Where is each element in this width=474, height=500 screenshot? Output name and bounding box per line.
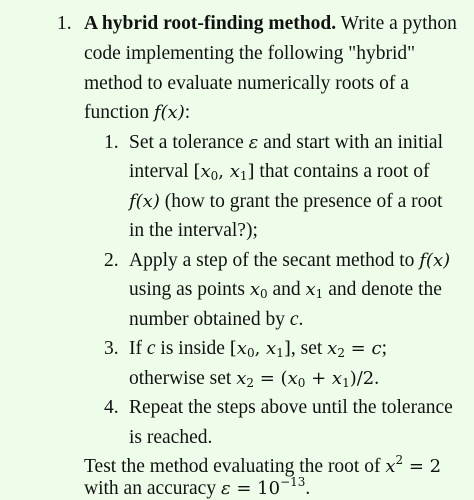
step-1-line-2 — [129, 161, 429, 183]
interval-expression: [$x_0$, $x_1$] — [193, 161, 255, 183]
step-4-number: 4. — [104, 397, 119, 418]
step-2-number: 2. — [104, 250, 119, 271]
item-intro-line-1 — [84, 13, 457, 35]
item-number: 1. — [57, 13, 72, 34]
step-3-number: 3. — [104, 338, 119, 359]
period: . — [374, 368, 380, 389]
step-1-text-a: Set a tolerance — [129, 132, 244, 153]
step-3-text-a: If — [129, 338, 142, 359]
step-1-text-b: and start with an initial — [263, 132, 443, 153]
period: . — [298, 309, 304, 330]
item-intro-line-4 — [84, 102, 190, 124]
function-symbol: f(x) — [419, 250, 451, 271]
item-intro-text-3: method to evaluate numerically roots of a — [84, 73, 409, 94]
step-2-text-a: Apply a step of the secant method to — [129, 250, 415, 271]
equation: $x^2 = 2$ — [385, 453, 442, 477]
step-3-line-2 — [129, 368, 379, 390]
closing-text-b: with an accuracy — [84, 478, 217, 499]
step-1-text-e: (how to grant the presence of a root — [164, 191, 443, 212]
assignment-expression: $x_2 = c$ — [327, 338, 382, 360]
closing-line-2 — [84, 475, 311, 500]
midpoint-formula: $x_2 = (x_0 + x_1)/2$ — [236, 368, 375, 390]
step-3-text-c: , set — [290, 338, 323, 359]
step-1-line-3 — [129, 191, 443, 213]
variable-c: c — [146, 338, 156, 359]
step-1-text-c: interval — [129, 161, 189, 182]
semicolon: ; — [381, 338, 387, 359]
step-1-text-f: in the interval?); — [129, 220, 258, 241]
item-intro-text-1: Write a python — [340, 13, 457, 34]
step-2-line-3 — [129, 309, 303, 331]
point-x0: $x_0$ — [249, 279, 268, 301]
variable-c: c — [289, 309, 299, 330]
step-1-text-d: that contains a root of — [259, 161, 430, 182]
item-intro-line-3 — [84, 73, 409, 95]
step-4-text-a: Repeat the steps above until the tolerance — [129, 397, 453, 418]
step-3-line-1 — [129, 338, 387, 360]
closing-text-a: Test the method evaluating the root of — [84, 456, 381, 477]
step-2-and: and — [272, 279, 301, 300]
accuracy-expression: $\varepsilon = 10^{-13}$ — [220, 475, 306, 499]
step-2-line-2 — [129, 279, 442, 301]
step-3-text-b: is inside — [160, 338, 225, 359]
step-2-text-b: using as points — [129, 279, 245, 300]
epsilon-symbol: ε — [248, 132, 259, 153]
step-4-line-1 — [129, 397, 453, 419]
step-1-number: 1. — [104, 132, 119, 153]
colon: : — [184, 102, 191, 123]
item-intro-text-2: code implementing the following "hybrid" — [84, 43, 416, 64]
step-2-text-c: and denote the — [328, 279, 442, 300]
step-4-line-2 — [129, 427, 212, 449]
interval-expression: [$x_0$, $x_1$] — [229, 338, 291, 360]
step-3-text-d: otherwise set — [129, 368, 232, 389]
step-1-line-4 — [129, 220, 258, 242]
point-x1: $x_1$ — [305, 279, 324, 301]
item-title: A hybrid root-finding method. — [84, 13, 337, 34]
step-4-text-b: is reached. — [129, 427, 213, 448]
function-symbol: f(x) — [153, 102, 185, 123]
item-intro-text-4: function — [84, 102, 149, 123]
closing-line-1 — [84, 453, 442, 478]
function-symbol: f(x) — [129, 191, 160, 212]
step-2-text-d: number obtained by — [129, 309, 285, 330]
step-2-line-1 — [129, 250, 450, 272]
step-1-line-1 — [129, 132, 443, 154]
item-intro-line-2 — [84, 43, 415, 65]
period: . — [305, 478, 311, 499]
